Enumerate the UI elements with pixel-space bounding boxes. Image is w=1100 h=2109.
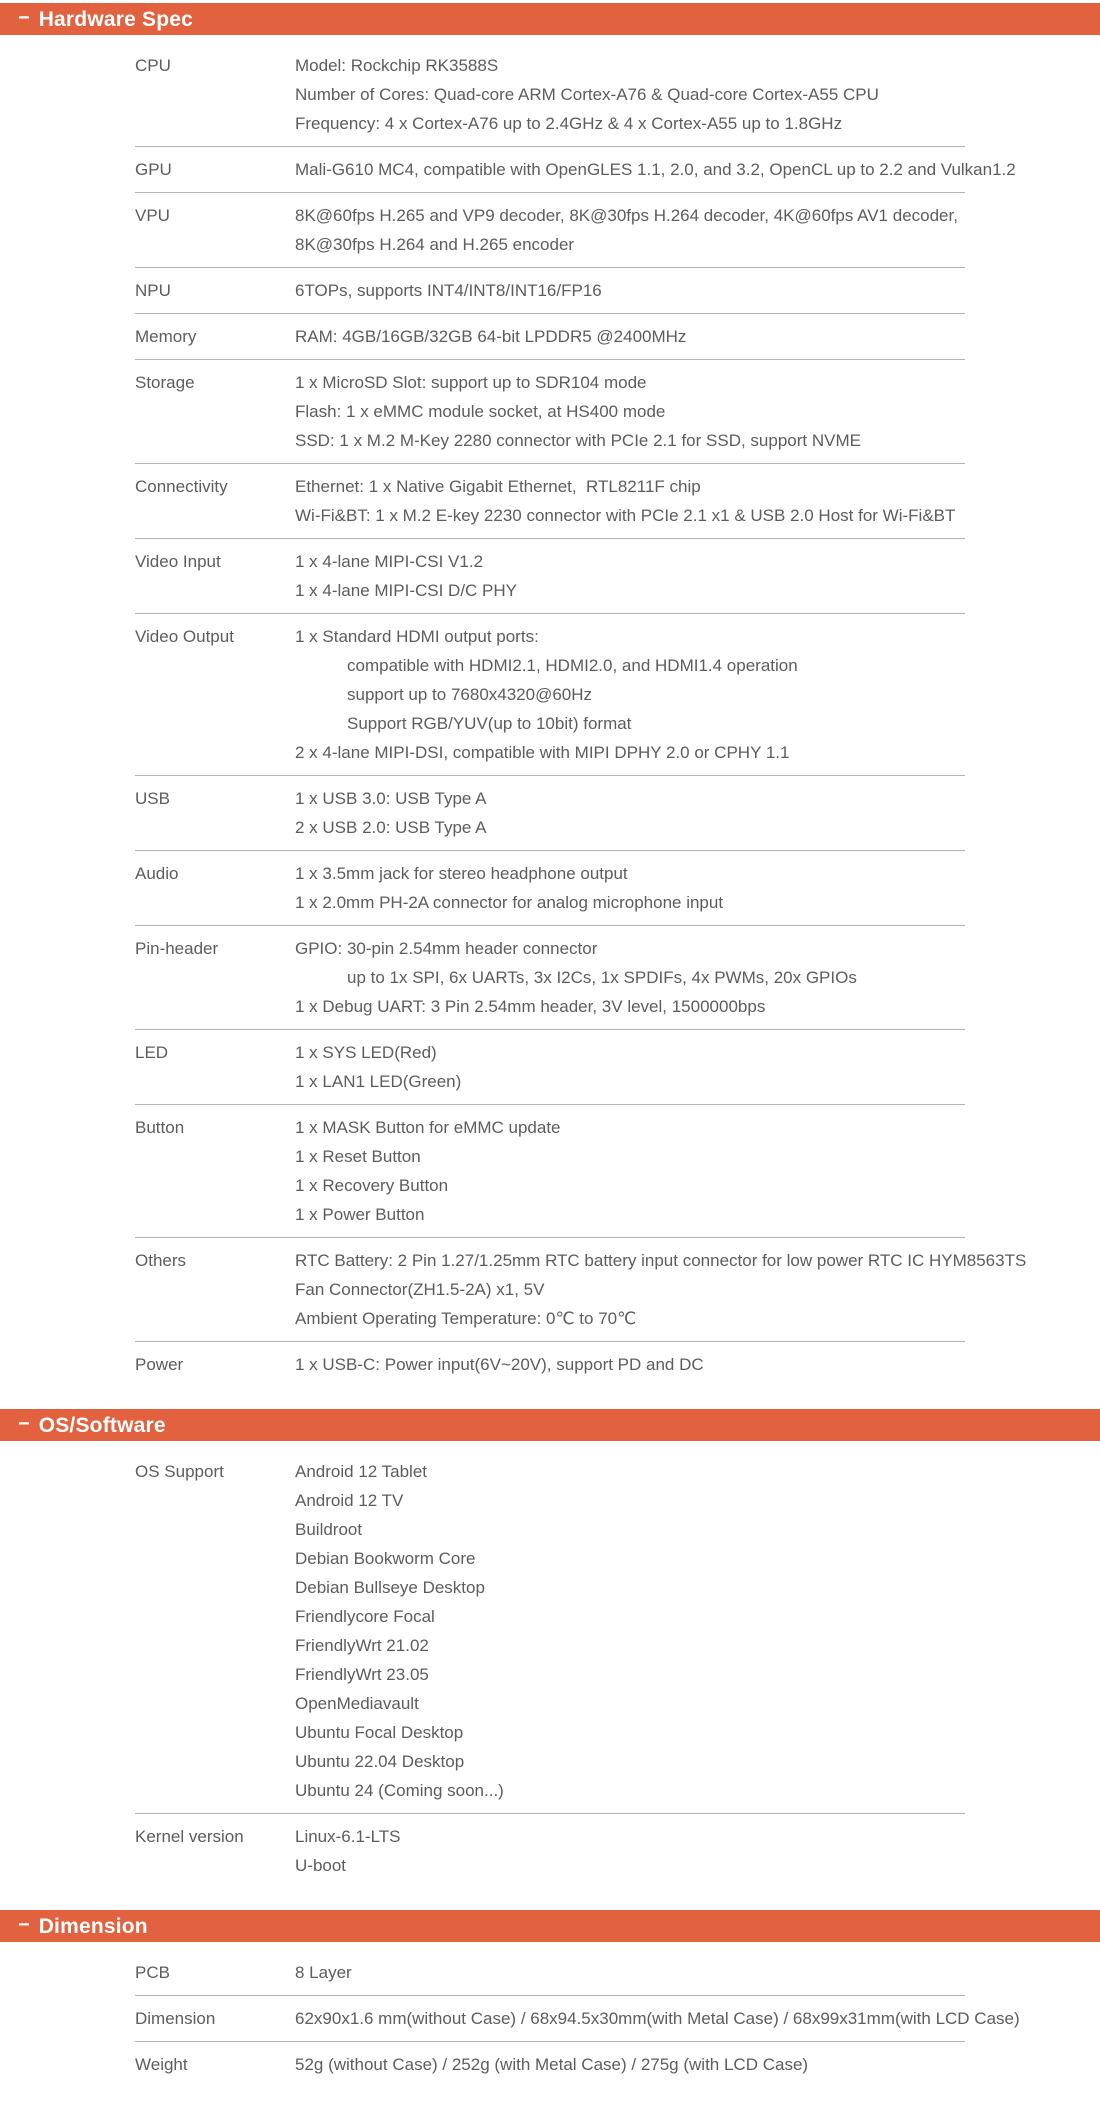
spec-label: Memory <box>135 327 197 346</box>
spec-label: VPU <box>135 206 170 225</box>
spec-value-line: Friendlycore Focal <box>295 1607 435 1626</box>
spec-value <box>295 1350 1035 1379</box>
spec-value-line: Wi-Fi&BT: 1 x M.2 E-key 2230 connector with PCIe 2.1 x1 & USB 2.0 Host for Wi-Fi&BT <box>295 506 956 525</box>
spec-value-line: Ubuntu 22.04 Desktop <box>295 1752 465 1771</box>
spec-label: Video Input <box>135 552 221 571</box>
collapse-minus-icon: − <box>18 1413 30 1435</box>
spec-value-line: 1 x Standard HDMI output ports: <box>295 627 539 646</box>
spec-value-line: FriendlyWrt 21.02 <box>295 1636 429 1655</box>
spec-label: Pin-header <box>135 939 219 958</box>
spec-row <box>135 1814 965 1888</box>
spec-value-line: 1 x 2.0mm PH-2A connector for analog microphone input <box>295 893 724 912</box>
spec-value-line: GPIO: 30-pin 2.54mm header connector <box>295 939 598 958</box>
spec-value-line: compatible with HDMI2.1, HDMI2.0, and HDMI1.4 operation <box>347 656 798 675</box>
spec-label: Connectivity <box>135 477 228 496</box>
spec-value-line: OpenMediavault <box>295 1694 419 1713</box>
spec-value-line: 8 Layer <box>295 1963 352 1982</box>
spec-row <box>135 1030 965 1105</box>
spec-row <box>135 360 965 464</box>
spec-row <box>135 926 965 1030</box>
spec-value-line: 1 x Debug UART: 3 Pin 2.54mm header, 3V level, 1500000bps <box>295 997 766 1016</box>
spec-row <box>135 776 965 851</box>
spec-value-line: 1 x Power Button <box>295 1205 425 1224</box>
spec-value-line: Debian Bookworm Core <box>295 1549 476 1568</box>
spec-value-line: 1 x Reset Button <box>295 1147 421 1166</box>
spec-value-line: 6TOPs, supports INT4/INT8/INT16/FP16 <box>295 281 602 300</box>
spec-value-line: Number of Cores: Quad-core ARM Cortex-A76 & Quad-core Cortex-A55 CPU <box>295 85 879 104</box>
spec-label: Video Output <box>135 627 234 646</box>
spec-value <box>295 2004 1035 2033</box>
spec-row <box>135 539 965 614</box>
spec-label: Dimension <box>135 2009 216 2028</box>
spec-row <box>135 851 965 926</box>
spec-row <box>135 147 1016 193</box>
spec-value <box>295 622 1035 767</box>
spec-label: Others <box>135 1251 187 1270</box>
section-header-hardware-spec[interactable] <box>0 3 1100 35</box>
spec-value-line: Buildroot <box>295 1520 363 1539</box>
spec-page <box>0 3 1100 2109</box>
spec-row <box>135 1105 965 1238</box>
spec-row <box>135 614 965 776</box>
spec-label: Kernel version <box>135 1827 244 1846</box>
spec-value-line: U-boot <box>295 1856 347 1875</box>
spec-row <box>135 2042 965 2087</box>
spec-label: Storage <box>135 373 195 392</box>
spec-value-line: 1 x USB-C: Power input(6V~20V), support PD and DC <box>295 1355 704 1374</box>
spec-value-line: 52g (without Case) / 252g (with Metal Case) / 275g (with LCD Case) <box>295 2055 809 2074</box>
spec-value <box>295 859 1035 917</box>
spec-label: Button <box>135 1118 185 1137</box>
spec-value <box>295 201 1035 259</box>
spec-value-line: 1 x Recovery Button <box>295 1176 449 1195</box>
spec-value <box>295 934 1035 1021</box>
spec-value-line: 1 x SYS LED(Red) <box>295 1043 437 1062</box>
spec-value-line: 1 x LAN1 LED(Green) <box>295 1072 462 1091</box>
spec-row <box>135 1238 1027 1342</box>
spec-value-line: 1 x 3.5mm jack for stereo headphone output <box>295 864 628 883</box>
spec-value <box>295 547 1035 605</box>
spec-value <box>295 276 1035 305</box>
spec-value-line: RAM: 4GB/16GB/32GB 64-bit LPDDR5 @2400MHz <box>295 327 687 346</box>
spec-row <box>135 464 965 539</box>
spec-value-line: Support RGB/YUV(up to 10bit) format <box>347 714 632 733</box>
spec-value <box>295 322 1035 351</box>
spec-value-line: Model: Rockchip RK3588S <box>295 56 499 75</box>
spec-value <box>295 1246 1035 1333</box>
spec-value-line: Ubuntu 24 (Coming soon...) <box>295 1781 504 1800</box>
spec-value <box>295 155 1035 184</box>
spec-value-line: Debian Bullseye Desktop <box>295 1578 485 1597</box>
spec-value-line: 1 x 4-lane MIPI-CSI D/C PHY <box>295 581 518 600</box>
spec-value <box>295 368 1035 455</box>
spec-value-line: 1 x 4-lane MIPI-CSI V1.2 <box>295 552 484 571</box>
spec-row <box>135 1996 1020 2042</box>
spec-value-line: Android 12 Tablet <box>295 1462 428 1481</box>
spec-value-line: 62x90x1.6 mm(without Case) / 68x94.5x30mm(with Metal Case) / 68x99x31mm(with LCD Case) <box>295 2009 1020 2028</box>
spec-label: CPU <box>135 56 171 75</box>
spec-value-line: 1 x USB 3.0: USB Type A <box>295 789 487 808</box>
spec-value <box>295 1822 1035 1880</box>
spec-value-line: up to 1x SPI, 6x UARTs, 3x I2Cs, 1x SPDIFs, 4x PWMs, 20x GPIOs <box>347 968 857 987</box>
spec-row <box>135 268 965 314</box>
spec-value-line: Ethernet: 1 x Native Gigabit Ethernet, RTL8211F chip <box>295 477 701 496</box>
spec-label: LED <box>135 1043 169 1062</box>
spec-value-line: Android 12 TV <box>295 1491 404 1510</box>
spec-value-line: 2 x USB 2.0: USB Type A <box>295 818 487 837</box>
spec-value <box>295 784 1035 842</box>
spec-value-line: 2 x 4-lane MIPI-DSI, compatible with MIPI DPHY 2.0 or CPHY 1.1 <box>295 743 790 762</box>
section-body <box>0 35 1100 1409</box>
section-body <box>0 1441 1100 1910</box>
spec-value-line: RTC Battery: 2 Pin 1.27/1.25mm RTC battery input connector for low power RTC IC HYM8563TS <box>295 1251 1027 1270</box>
spec-label: OS Support <box>135 1462 224 1481</box>
spec-value-line: FriendlyWrt 23.05 <box>295 1665 429 1684</box>
spec-value-line: SSD: 1 x M.2 M-Key 2280 connector with PCIe 2.1 for SSD, support NVME <box>295 431 861 450</box>
spec-section <box>0 1910 1100 2109</box>
spec-row <box>135 43 965 147</box>
spec-section <box>0 1409 1100 1910</box>
spec-value-line: Ambient Operating Temperature: 0℃ to 70℃ <box>295 1309 637 1328</box>
collapse-minus-icon: − <box>18 7 30 29</box>
spec-label: PCB <box>135 1963 170 1982</box>
spec-value <box>295 1113 1035 1229</box>
spec-value <box>295 2050 1035 2079</box>
section-header-dimension[interactable] <box>0 1910 1100 1942</box>
spec-value-line: 8K@30fps H.264 and H.265 encoder <box>295 235 575 254</box>
section-title: Dimension <box>38 1914 148 1938</box>
spec-row <box>135 1449 965 1814</box>
spec-row <box>135 193 965 268</box>
spec-value-line: Ubuntu Focal Desktop <box>295 1723 464 1742</box>
spec-value <box>295 51 1035 138</box>
spec-label: NPU <box>135 281 171 300</box>
spec-value-line: Fan Connector(ZH1.5-2A) x1, 5V <box>295 1280 545 1299</box>
spec-value-line: Frequency: 4 x Cortex-A76 up to 2.4GHz & 4 x Cortex-A55 up to 1.8GHz <box>295 114 843 133</box>
section-title: OS/Software <box>38 1413 166 1437</box>
spec-value-line: Mali-G610 MC4, compatible with OpenGLES 1.1, 2.0, and 3.2, OpenCL up to 2.2 and Vulkan1.2 <box>295 160 1016 179</box>
spec-value-line: 1 x MASK Button for eMMC update <box>295 1118 561 1137</box>
section-title: Hardware Spec <box>38 7 194 31</box>
spec-value-line: 8K@60fps H.265 and VP9 decoder, 8K@30fps H.264 decoder, 4K@60fps AV1 decoder, <box>295 206 958 225</box>
section-body <box>0 1942 1100 2109</box>
spec-value-line: Linux-6.1-LTS <box>295 1827 401 1846</box>
spec-label: GPU <box>135 160 172 179</box>
spec-label: Weight <box>135 2055 188 2074</box>
spec-label: USB <box>135 789 170 808</box>
spec-section <box>0 3 1100 1409</box>
spec-value <box>295 1457 1035 1805</box>
spec-row <box>135 1342 965 1387</box>
spec-value <box>295 472 1035 530</box>
spec-value <box>295 1038 1035 1096</box>
spec-value-line: support up to 7680x4320@60Hz <box>347 685 593 704</box>
spec-value-line: 1 x MicroSD Slot: support up to SDR104 mode <box>295 373 647 392</box>
spec-row <box>135 314 965 360</box>
spec-row <box>135 1950 965 1996</box>
collapse-minus-icon: − <box>18 1914 30 1936</box>
section-header-os-software[interactable] <box>0 1409 1100 1441</box>
spec-label: Audio <box>135 864 179 883</box>
spec-value-line: Flash: 1 x eMMC module socket, at HS400 mode <box>295 402 666 421</box>
spec-value <box>295 1958 1035 1987</box>
spec-label: Power <box>135 1355 184 1374</box>
